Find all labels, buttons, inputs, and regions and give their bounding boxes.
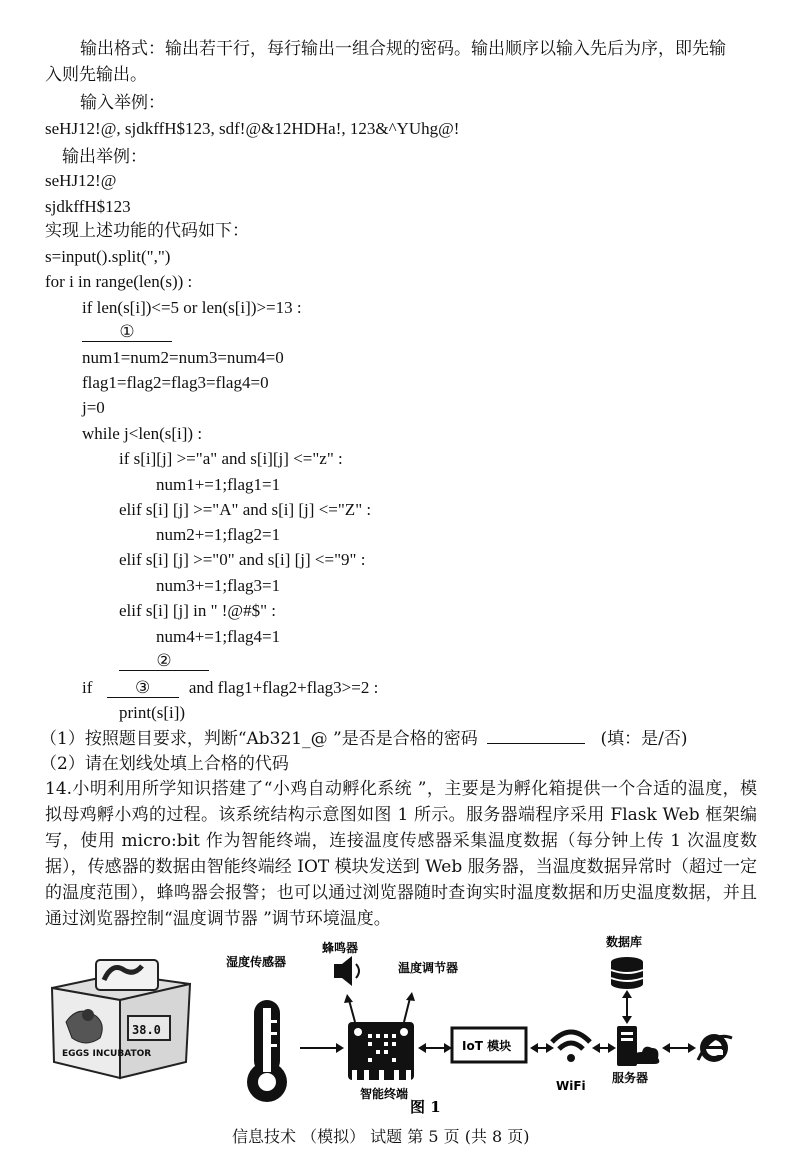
question-1 [40,728,688,750]
blank-3-marker: ③ [107,679,179,698]
code-line: elif s[i] [j] >="A" and s[i] [j] <="Z" : [119,500,372,519]
code-line: s=input().split(",") [45,247,171,266]
code-line: if s[i][j] >="a" and s[i][j] <="z" : [119,449,343,468]
problem-14-text: 14.小明利用所学知识搭建了“小鸡自动孵化系统 ”，主要是为孵化箱提供一个合适的温度，模拟母鸡孵小鸡的过程。该系统结构示意图如图 1 所示。服务器端程序采用 Flask Web 框架编写，使用 micro:bit 作为智能终端，连接温度传感器采集温度数据（每分钟上传 1 次温度数据），传感器的数据由智能终端经 IOT 模块发送到 Web 服务器，当温度数据异常时（超过一定的温度范围），蜂鸣器会报警；也可以通过浏览器随时查询实时温度数据和历史温度数据，并且通过浏览器控制“温度调节器 ”调节环境温度。 [45,779,757,929]
database-label: 数据库 [606,935,643,949]
terminal-label: 智能终端 [360,1087,409,1101]
iot-module-label: IoT 模块 [462,1039,512,1053]
browser-icon [698,1034,732,1062]
code-if-keyword: if [82,678,93,697]
output-format-line2: 入则先输出。 [45,65,147,85]
incubator-display: 38.0 [132,1023,161,1037]
output-format-line1: 输出格式：输出若干行，每行输出一组合规的密码。输出顺序以输入先后为序，即先输 [80,39,726,59]
incubator-box [52,960,190,1078]
input-example: seHJ12!@, sjdkffH$123, sdf!@&12HDHa!, 123&^YUhg@! [45,119,460,138]
input-example-label: 输入举例： [80,93,165,113]
output-example-1: seHJ12!@ [45,171,117,190]
code-line: j=0 [82,398,105,417]
question-1-hint: (填：是/否) [600,729,688,749]
blank-2 [119,650,209,672]
code-line: elif s[i] [j] >="0" and s[i] [j] <="9" : [119,550,366,569]
code-line: print(s[i]) [119,703,186,722]
blank-2-marker: ② [119,652,209,671]
code-line: flag1=flag2=flag3=flag4=0 [82,373,269,392]
code-line: num1=num2=num3=num4=0 [82,348,284,367]
question-1-text: （1）按照题目要求，判断“Ab321_@ ”是否是合格的密码 [40,729,478,749]
wifi-label: WiFi [556,1079,586,1093]
code-line: num1+=1;flag1=1 [156,475,281,494]
wifi-icon [552,1032,590,1062]
code-line: num3+=1;flag3=1 [156,576,281,595]
code-line-if-blank3 [82,677,378,699]
figure-caption: 图 1 [410,1098,441,1116]
arrow-terminal-regulator [404,998,410,1022]
sensor-label: 湿度传感器 [226,955,287,969]
server-label: 服务器 [612,1071,649,1085]
question-2: （2）请在划线处填上合格的代码 [40,754,289,774]
question-1-answer-blank[interactable] [487,743,585,744]
speaker-icon [334,956,359,986]
blank-1-marker: ① [82,323,172,342]
page-footer: 信息技术 （模拟） 试题 第 5 页 (共 8 页) [232,1127,530,1146]
server-icon [617,1026,659,1066]
microbit-icon [348,1022,414,1080]
output-example-label: 输出举例： [62,147,147,167]
code-line: num4+=1;flag4=1 [156,627,281,646]
incubator-label: EGGS INCUBATOR [62,1049,152,1059]
regulator-label: 温度调节器 [398,961,459,975]
code-intro: 实现上述功能的代码如下： [45,221,249,241]
output-example-2: sjdkffH$123 [45,197,131,216]
blank-1 [82,321,172,343]
buzzer-label: 蜂鸣器 [322,941,359,955]
code-line: if len(s[i])<=5 or len(s[i])>=13 : [82,298,302,317]
thermometer-icon [247,1000,287,1102]
arrow-terminal-buzzer [349,1000,355,1022]
figure-1 [0,930,800,1120]
code-line: elif s[i] [j] in " !@#$" : [119,601,277,620]
code-line: for i in range(len(s)) : [45,272,193,291]
code-line: while j<len(s[i]) : [82,424,203,443]
code-line: num2+=1;flag2=1 [156,525,281,544]
code-if-condition: and flag1+flag2+flag3>=2 : [188,678,379,697]
database-icon [611,957,643,989]
